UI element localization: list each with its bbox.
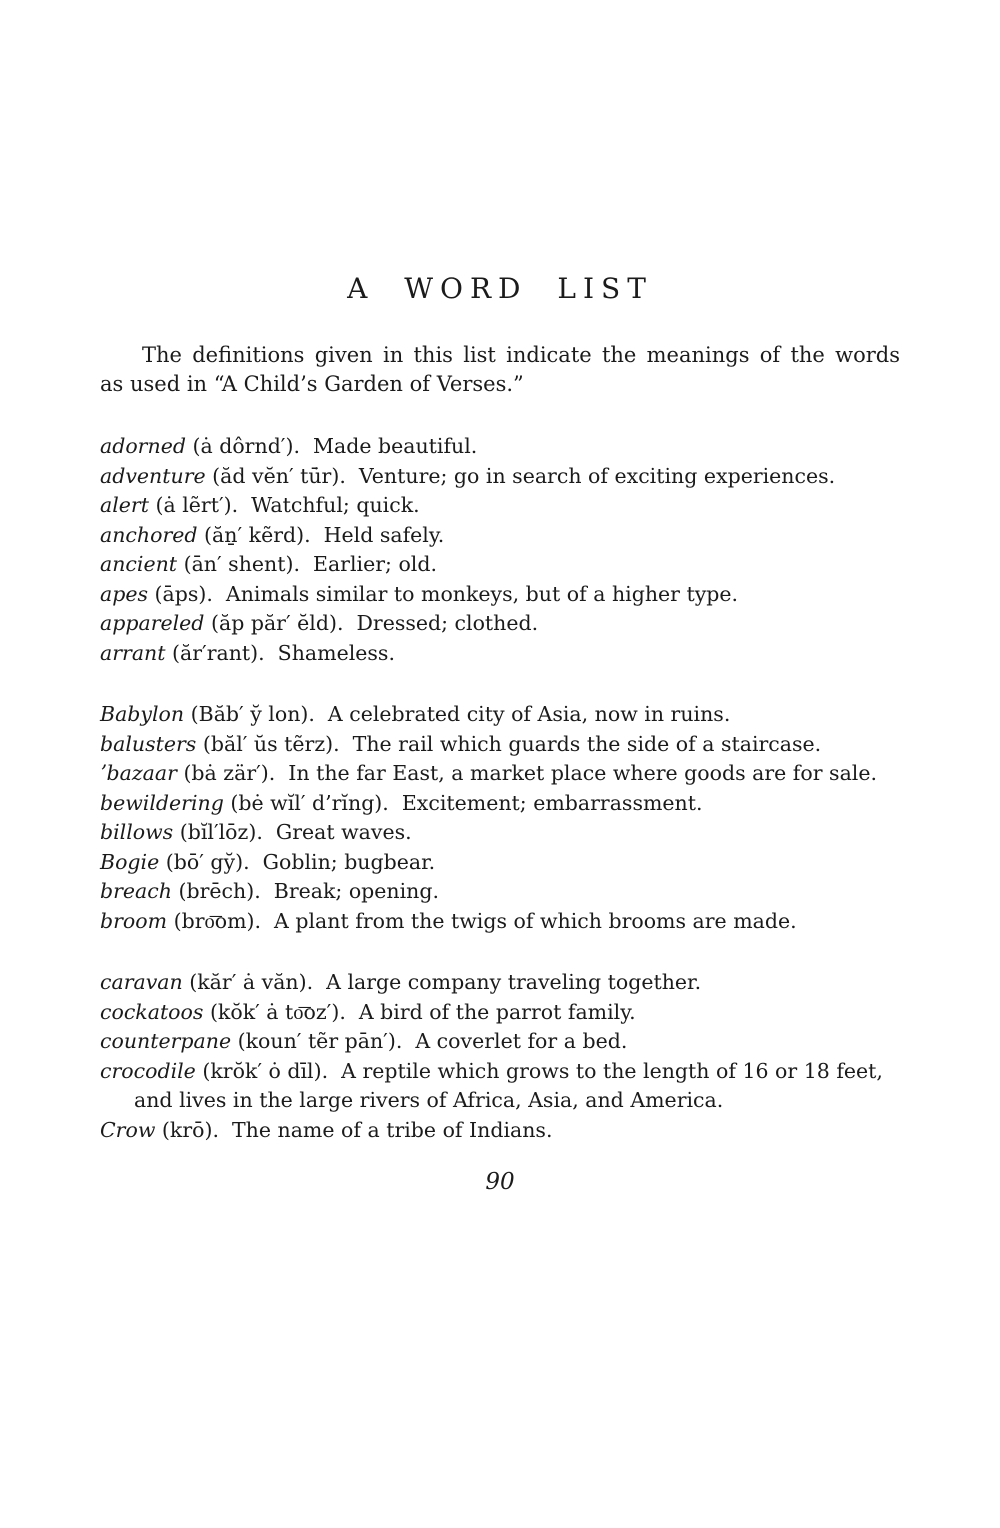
entry-definition: Made beautiful. [312, 434, 478, 458]
entry-term: breach [100, 879, 172, 903]
entry-term: anchored [100, 522, 198, 547]
entry-term: apes [100, 581, 148, 606]
entry-definition: In the far East, a market place where goods are for sale. [288, 761, 878, 785]
word-entry [100, 491, 900, 521]
entry-definition: Shameless. [277, 640, 395, 665]
entry-definition: Excitement; embarrassment. [401, 790, 703, 815]
entry-term: cockatoos [100, 999, 204, 1024]
entry-pronunciation: (krŏk′ ȯ dīl). [202, 1058, 329, 1083]
intro-paragraph [100, 341, 900, 398]
word-entry [100, 848, 900, 878]
word-entry [100, 1027, 900, 1057]
entry-pronunciation: (brēch). [178, 879, 261, 903]
entry-pronunciation: (băl′ ŭs tẽrz). [202, 731, 340, 756]
entry-pronunciation: (Băb′ y̆ lon). [190, 702, 315, 726]
entry-term: Babylon [100, 702, 185, 726]
entry-term: bewildering [100, 790, 224, 815]
entry-term: adventure [100, 463, 206, 488]
word-entry [100, 462, 900, 492]
entry-term: counterpane [100, 1029, 232, 1053]
entry-definition: Watchful; quick. [251, 493, 420, 517]
word-entry [100, 877, 900, 907]
entry-term: ancient [100, 552, 178, 576]
entry-pronunciation: (kŏk′ ȧ to͞oz′). [209, 999, 346, 1024]
entry-pronunciation: (bȧ zär′). [183, 761, 276, 785]
entry-definition: A bird of the parrot family. [358, 999, 636, 1024]
entry-term: Bogie [100, 849, 160, 874]
entry-pronunciation: (āps). [154, 581, 213, 606]
entry-term: balusters [100, 731, 197, 756]
entry-pronunciation: (krō). [161, 1117, 219, 1142]
entry-term: caravan [100, 970, 183, 994]
word-entry [100, 818, 900, 848]
entry-definition: The rail which guards the side of a staircase. [352, 731, 822, 756]
entry-definition: A reptile which grows to the length of 16 or 18 feet, and lives in the large rivers of Africa, Asia, and America. [134, 1058, 883, 1112]
entry-pronunciation: (koun′ tẽr pān′). [237, 1029, 403, 1053]
entry-definition: Dressed; clothed. [356, 611, 539, 635]
entry-term: broom [100, 908, 168, 933]
entry-pronunciation: (ăr′rant). [172, 640, 265, 665]
entry-term: billows [100, 820, 174, 844]
entry-term: ʼbazaar [100, 761, 177, 785]
entry-definition: Held safely. [323, 522, 445, 547]
word-entry [100, 998, 900, 1028]
word-entry [100, 609, 900, 639]
entry-pronunciation: (bė wĭl′ d’rĭng). [230, 790, 389, 815]
entry-pronunciation: (bĭl′lōz). [179, 820, 263, 844]
entry-pronunciation: (ăd vĕn′ tū̇r). [212, 463, 346, 488]
word-entry [100, 968, 900, 998]
entry-definition: Break; opening. [273, 879, 440, 903]
intro-line: The definitions given in this list indicate the meanings of the words [142, 343, 900, 367]
entry-pronunciation: (bō′ gy̆). [165, 849, 250, 874]
word-entry [100, 550, 900, 580]
entry-definition: A coverlet for a bed. [415, 1029, 628, 1053]
entry-definition: Goblin; bugbear. [262, 849, 436, 874]
word-entry [100, 432, 900, 462]
entry-pronunciation: (ăp păr′ ĕld). [210, 611, 344, 635]
entry-definition: A large company traveling together. [326, 970, 702, 994]
entry-pronunciation: (ān′ shent). [183, 552, 300, 576]
entry-term: Crow [100, 1117, 156, 1142]
entry-definition: Earlier; old. [312, 552, 437, 576]
entry-pronunciation: (ăṉ′ kẽrd). [204, 522, 311, 547]
word-entry [100, 639, 900, 669]
word-entry [100, 789, 900, 819]
word-entry [100, 700, 900, 730]
entry-pronunciation: (bro͞om). [173, 908, 262, 933]
intro-line: as used in “A Child’s Garden of Verses.” [100, 371, 524, 396]
word-entry [100, 521, 900, 551]
word-entry [100, 580, 900, 610]
word-entry [100, 759, 900, 789]
book-page [100, 272, 900, 1197]
entry-definition: A plant from the twigs of which brooms are made. [274, 908, 797, 933]
entry-pronunciation: (ȧ dôrnd′). [192, 434, 300, 458]
entry-term: arrant [100, 640, 166, 665]
page-title: A WORD LIST [347, 272, 653, 305]
entry-definition: A celebrated city of Asia, now in ruins. [327, 702, 731, 726]
word-entry [100, 1116, 900, 1146]
entry-definition: Venture; go in search of exciting experiences. [358, 463, 836, 488]
word-entry [100, 907, 900, 937]
entry-term: adorned [100, 434, 186, 458]
entry-definition: Great waves. [275, 820, 412, 844]
entry-pronunciation: (kăr′ ȧ văn). [189, 970, 314, 994]
page-number: 90 [485, 1169, 515, 1195]
entry-definition: Animals similar to monkeys, but of a higher type. [225, 581, 739, 606]
word-group-b [100, 700, 900, 936]
word-group-c [100, 968, 900, 1145]
entry-definition: The name of a tribe of Indians. [231, 1117, 553, 1142]
entry-term: alert [100, 493, 149, 517]
word-entry [100, 730, 900, 760]
entry-term: crocodile [100, 1058, 196, 1083]
entry-pronunciation: (ȧ lẽrt′). [155, 493, 239, 517]
entry-term: appareled [100, 611, 205, 635]
word-entry [100, 1057, 900, 1116]
word-group-a [100, 432, 900, 668]
